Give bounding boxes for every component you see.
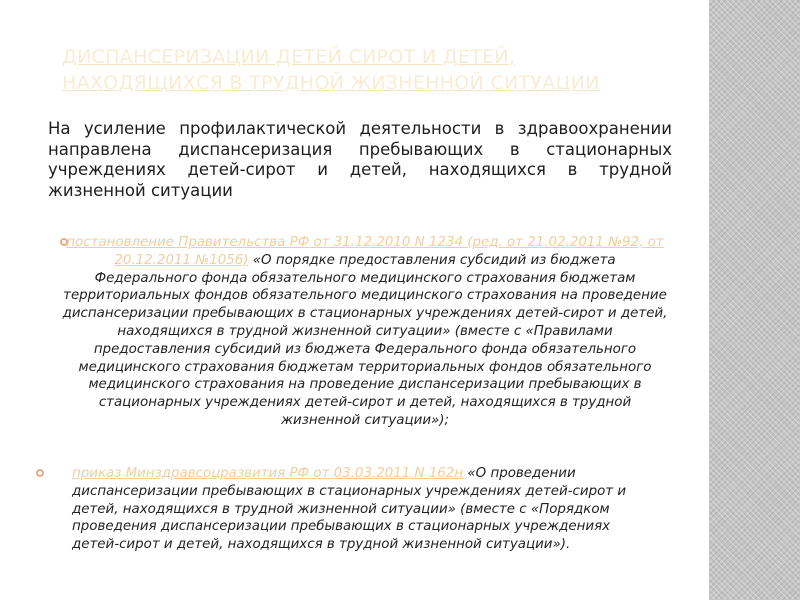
- document-link-order[interactable]: приказ Минздравсоцразвития РФ от 03.03.2011 N 162н: [72, 466, 464, 481]
- circle-bullet-icon: [36, 469, 44, 477]
- list-item-text: «О проведении диспансеризации пребывающих в стационарных учреждениях детей-сирот и детей, находящихся в трудной жизненной ситуации» (вместе с «Порядком проведения диспансеризации пребывающих в стационарных учреждениях детей-сирот и детей, находящихся в трудной жизненной ситуации»).: [72, 466, 627, 553]
- slide-title: ДИСПАНСЕРИЗАЦИИ ДЕТЕЙ СИРОТ И ДЕТЕЙ, НАХОДЯЩИХСЯ В ТРУДНОЙ ЖИЗНЕННОЙ СИТУАЦИИ: [62, 46, 600, 94]
- intro-paragraph: На усиление профилактической деятельности в здравоохранении направлена диспансеризация пребывающих в стационарных учреждениях детей-сирот и детей, находящихся в трудной жизненной ситуации: [48, 119, 672, 200]
- list-item: [48, 465, 632, 554]
- list-item-text: «О порядке предоставления субсидий из бюджета Федерального фонда обязательного медицинского страхования бюджетам территориальных фондов обязательного медицинского страхования на проведение диспансеризации пребывающих в стационарных учреждениях детей-сирот и детей, находящихся в трудной жизненной ситуации» (вместе с «Правилами предоставления субсидий из бюджета Федерального фонда обязательного медицинского страхования бюджетам территориальных фондов обязательного медицинского страхования на проведение диспансеризации пребывающих в стационарных учреждениях детей-сирот и детей, находящихся в трудной жизненной ситуации»);: [62, 252, 668, 428]
- decorative-side-panel: [709, 0, 800, 600]
- list-item: [62, 234, 668, 430]
- document-link-resolution[interactable]: постановление Правительства РФ от 31.12.2010 N 1234 (ред. от 21.02.2011 №92, от 20.12.2011 №1056): [66, 235, 664, 268]
